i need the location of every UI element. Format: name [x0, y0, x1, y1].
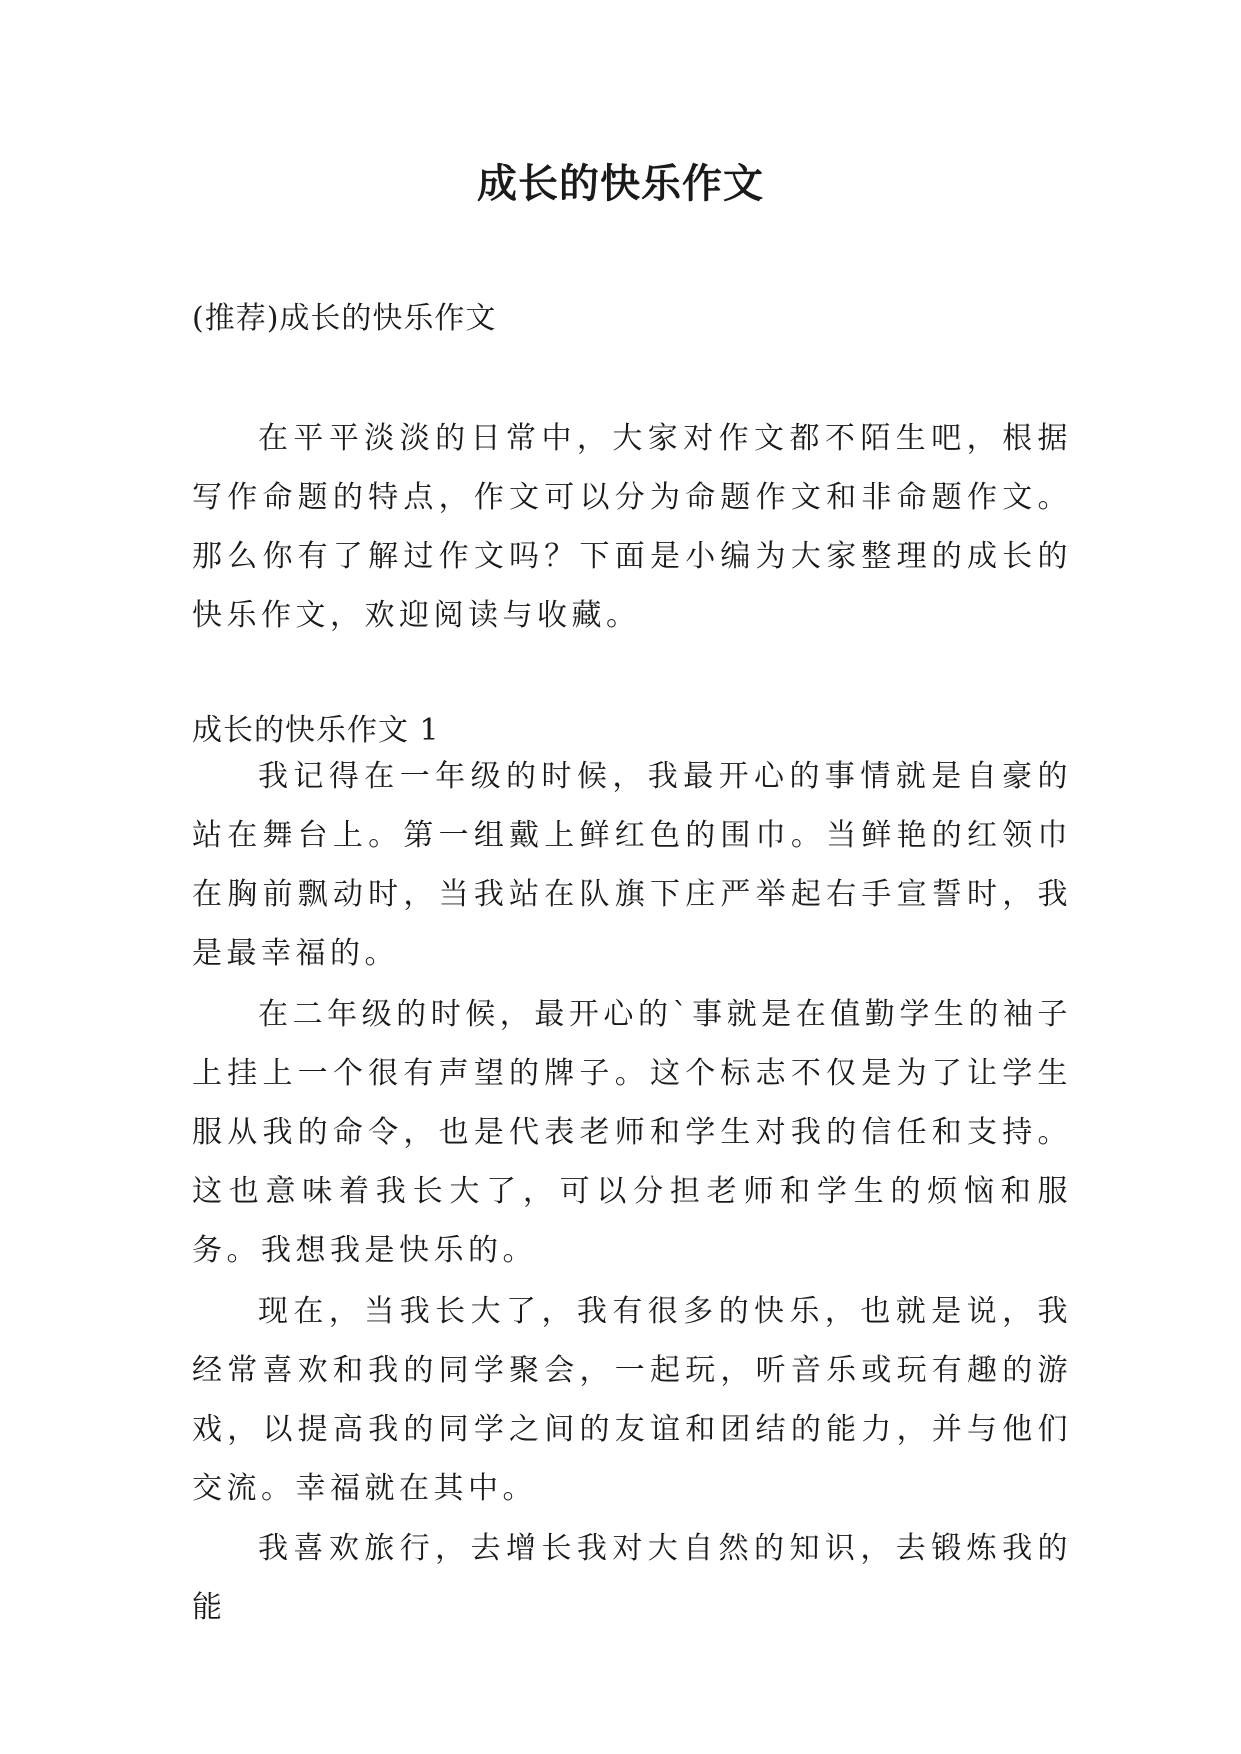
document-subtitle: (推荐)成长的快乐作文: [192, 301, 497, 336]
intro-paragraph: 在平平淡淡的日常中，大家对作文都不陌生吧，根据写作命题的特点，作文可以分为命题作文和非命题作文。那么你有了解过作文吗？下面是小编为大家整理的成长的快乐作文，欢迎阅读与收藏。: [192, 421, 1072, 633]
body-paragraph-3: 现在，当我长大了，我有很多的快乐，也就是说，我经常喜欢和我的同学聚会，一起玩，听音乐或玩有趣的游戏，以提高我的同学之间的友谊和团结的能力，并与他们交流。幸福就在其中。: [192, 1294, 1072, 1506]
body-paragraph-1: 我记得在一年级的时候，我最开心的事情就是自豪的站在舞台上。第一组戴上鲜红色的围巾。当鲜艳的红领巾在胸前飘动时，当我站在队旗下庄严举起右手宣誓时，我是最幸福的。: [192, 759, 1072, 971]
section-heading: 成长的快乐作文 1: [192, 713, 440, 748]
body-paragraph-2: 在二年级的时候，最开心的`事就是在值勤学生的袖子上挂上一个很有声望的牌子。这个标志不仅是为了让学生服从我的命令，也是代表老师和学生对我的信任和支持。这也意味着我长大了，可以分担老师和学生的烦恼和服务。我想我是快乐的。: [192, 997, 1072, 1268]
document-title: 成长的快乐作文: [477, 161, 764, 207]
body-paragraph-4: 我喜欢旅行，去增长我对大自然的知识，去锻炼我的能: [192, 1531, 1072, 1625]
